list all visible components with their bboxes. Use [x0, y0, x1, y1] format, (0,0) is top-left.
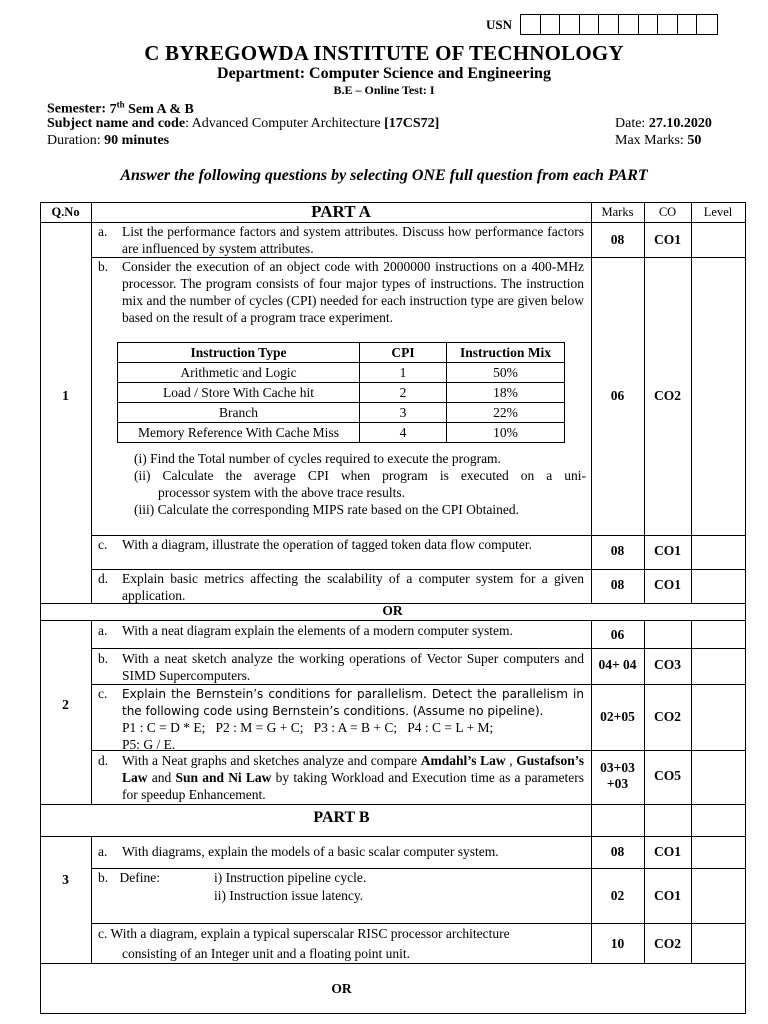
q2b-marks: 04+ 04	[598, 657, 637, 672]
q1c-co: CO1	[654, 543, 681, 558]
usn-box	[521, 15, 541, 34]
co-header: CO	[658, 205, 677, 219]
q1-number: 1	[62, 388, 69, 403]
q2c-text: Explain the Bernstein’s conditions for parallelism. Detect the parallelism in the following code using Bernstein’s conditions. (Assume no pipeline).	[122, 687, 584, 718]
cell-cpi: 3	[360, 403, 447, 423]
usn-box	[697, 15, 717, 34]
cell-mix: 22%	[447, 403, 565, 423]
col-cpi: CPI	[360, 343, 447, 363]
instruction-line: Answer the following questions by selecting ONE full question from each PART	[120, 167, 648, 184]
usn-box	[619, 15, 639, 34]
usn-box	[678, 15, 698, 34]
part-a-heading: PART A	[311, 202, 371, 221]
subject-code: [17CS72]	[384, 116, 440, 131]
table-row	[118, 403, 565, 423]
q2a-marks: 06	[610, 627, 625, 642]
max-marks-field: Max Marks: 50	[615, 133, 702, 148]
usn-box	[541, 15, 561, 34]
q1b-sub2b: processor system with the above trace results.	[158, 485, 406, 500]
q1d-marks: 08	[610, 577, 625, 592]
q2a-text: With a neat diagram explain the elements of a modern computer system.	[122, 623, 513, 638]
q3c-marks: 10	[610, 936, 625, 951]
usn-box	[580, 15, 600, 34]
q3b-item-ii: ii) Instruction issue latency.	[214, 888, 364, 903]
q3c-text-line2: consisting of an Integer unit and a floating point unit.	[122, 946, 410, 961]
q3b-item-i: i) Instruction pipeline cycle.	[214, 870, 367, 885]
usn-box	[599, 15, 619, 34]
level-header: Level	[703, 205, 733, 219]
q2d-sep: ,	[505, 753, 517, 768]
duration-line	[47, 133, 727, 149]
q3b-label: b.	[98, 870, 109, 885]
q1b-marks: 06	[610, 388, 625, 403]
semester-line	[47, 99, 727, 118]
q1b-row	[98, 258, 584, 326]
q2b-row	[98, 650, 584, 684]
duration-label: Duration:	[47, 133, 101, 148]
q2c-co: CO2	[654, 709, 681, 724]
q2d-row	[98, 752, 585, 803]
or-divider: OR	[331, 981, 352, 996]
table-row	[118, 383, 565, 403]
cell-mix: 10%	[447, 423, 565, 443]
q3c-row	[98, 924, 588, 964]
q3b-co: CO1	[654, 888, 681, 903]
q3b-row	[98, 869, 160, 887]
q1a-text: List the performance factors and system attributes. Discuss how performance factors are influenced by system attributes.	[122, 224, 584, 256]
q2c-marks: 02+05	[600, 709, 635, 724]
q2d-marks	[591, 760, 644, 792]
cell-type: Branch	[118, 403, 360, 423]
qno-header: Q.No	[51, 205, 80, 219]
q1b-sub3: (iii) Calculate the corresponding MIPS rate based on the CPI Obtained.	[134, 502, 520, 517]
or-divider: OR	[382, 603, 403, 618]
q1c-text: With a diagram, illustrate the operation of tagged token data flow computer.	[122, 537, 532, 552]
q2c-code-line: P5: G / E.	[122, 737, 176, 752]
table-row	[118, 363, 565, 383]
usn-label: USN	[486, 16, 513, 32]
q3b-items	[214, 869, 366, 905]
q1a-marks: 08	[610, 232, 625, 247]
semester-value: 7th Sem A & B	[109, 99, 194, 117]
cell-type: Arithmetic and Logic	[118, 363, 360, 383]
amdahl-law: Amdahl’s Law	[420, 753, 506, 768]
part-b-heading: PART B	[313, 809, 370, 826]
sun-ni-law: Sun and Ni Law	[175, 770, 272, 785]
col-instruction-type: Instruction Type	[118, 343, 360, 363]
gustafson-law: Gustafson’s Law	[122, 753, 585, 785]
q1b-co: CO2	[654, 388, 681, 403]
q1d-text: Explain basic metrics affecting the scalability of a computer system for a given application.	[122, 571, 584, 603]
semester-label: Semester:	[47, 101, 107, 117]
cell-cpi: 2	[360, 383, 447, 403]
usn-boxes	[520, 14, 718, 35]
q3a-marks: 08	[610, 844, 625, 859]
usn-box	[560, 15, 580, 34]
cell-type: Memory Reference With Cache Miss	[118, 423, 360, 443]
usn-field	[486, 14, 718, 35]
q3b-define: Define:	[119, 870, 160, 885]
cell-mix: 18%	[447, 383, 565, 403]
q1a-row	[98, 223, 584, 257]
q1b-subparts	[134, 450, 586, 518]
q1a-label: a.	[98, 224, 108, 239]
table-row	[118, 423, 565, 443]
q1c-row	[98, 536, 584, 553]
q2b-co: CO3	[654, 657, 681, 672]
q2b-text: With a neat sketch analyze the working operations of Vector Super computers and SIMD Supercomputers.	[122, 651, 584, 683]
q1b-sub1: (i) Find the Total number of cycles required to execute the program.	[134, 451, 501, 466]
q3b-marks: 02	[610, 888, 625, 903]
marks-header: Marks	[601, 205, 634, 219]
q1c-marks: 08	[610, 543, 625, 558]
institute-title: C BYREGOWDA INSTITUTE OF TECHNOLOGY	[144, 41, 624, 65]
q2d-marks-line: +03	[606, 776, 629, 791]
q2d-label: d.	[98, 753, 109, 768]
q2c-code-line: P1 : C = D * E; P2 : M = G + C; P3 : A = B + C; P4 : C = L + M;	[122, 720, 494, 735]
q1b-text: Consider the execution of an object code with 2000000 instructions on a 400-MHz processor. The program consists of four major types of instructions. The instruction mix and the number of cycles (CPI) needed for each instruction type are given below based on the result of a program trace experiment.	[122, 259, 584, 325]
q2-number: 2	[62, 697, 69, 712]
q2c-label: c.	[98, 686, 108, 701]
usn-box	[658, 15, 678, 34]
q2b-label: b.	[98, 651, 109, 666]
q3a-co: CO1	[654, 844, 681, 859]
subject-line	[47, 116, 727, 132]
q1a-co: CO1	[654, 232, 681, 247]
col-instruction-mix: Instruction Mix	[447, 343, 565, 363]
instruction-table-header	[118, 343, 565, 363]
date-field: Date: 27.10.2020	[615, 116, 712, 131]
q3-number: 3	[62, 872, 69, 887]
q2d-text: With a Neat graphs and sketches analyze and compare	[122, 753, 421, 768]
q3a-text: With diagrams, explain the models of a basic scalar computer system.	[122, 844, 499, 859]
q2a-row	[98, 622, 584, 639]
q2a-label: a.	[98, 623, 108, 638]
usn-box	[639, 15, 659, 34]
q3c-label: c.	[98, 926, 108, 941]
cell-mix: 50%	[447, 363, 565, 383]
q1d-co: CO1	[654, 577, 681, 592]
q3c-text-line1: With a diagram, explain a typical superscalar RISC processor architecture	[110, 926, 510, 941]
q2c-row	[98, 685, 584, 753]
cell-cpi: 4	[360, 423, 447, 443]
q3a-row	[98, 843, 584, 860]
q2d-co: CO5	[654, 768, 681, 783]
q2d-text-end: by taking Workload and Execution time as a parameters for speedup Enhancement.	[122, 770, 584, 802]
q1c-label: c.	[98, 537, 108, 552]
cell-type: Load / Store With Cache hit	[118, 383, 360, 403]
duration-value: 90 minutes	[104, 133, 170, 148]
q1d-row	[98, 570, 584, 604]
test-name: B.E – Online Test: I	[333, 83, 435, 97]
q1b-label: b.	[98, 259, 109, 274]
cell-cpi: 1	[360, 363, 447, 383]
subject-value: : Advanced Computer Architecture	[185, 116, 385, 131]
instruction-table	[117, 342, 565, 443]
subject-label: Subject name and code	[47, 116, 186, 131]
q2d-sep: and	[147, 770, 176, 785]
q2d-marks-line: 03+03	[600, 760, 635, 775]
department-title: Department: Computer Science and Engineering	[217, 65, 551, 82]
q1b-sub2a: (ii) Calculate the average CPI when program is executed on a uni-	[134, 468, 586, 483]
q1d-label: d.	[98, 571, 109, 586]
q3a-label: a.	[98, 844, 108, 859]
q3c-co: CO2	[654, 936, 681, 951]
